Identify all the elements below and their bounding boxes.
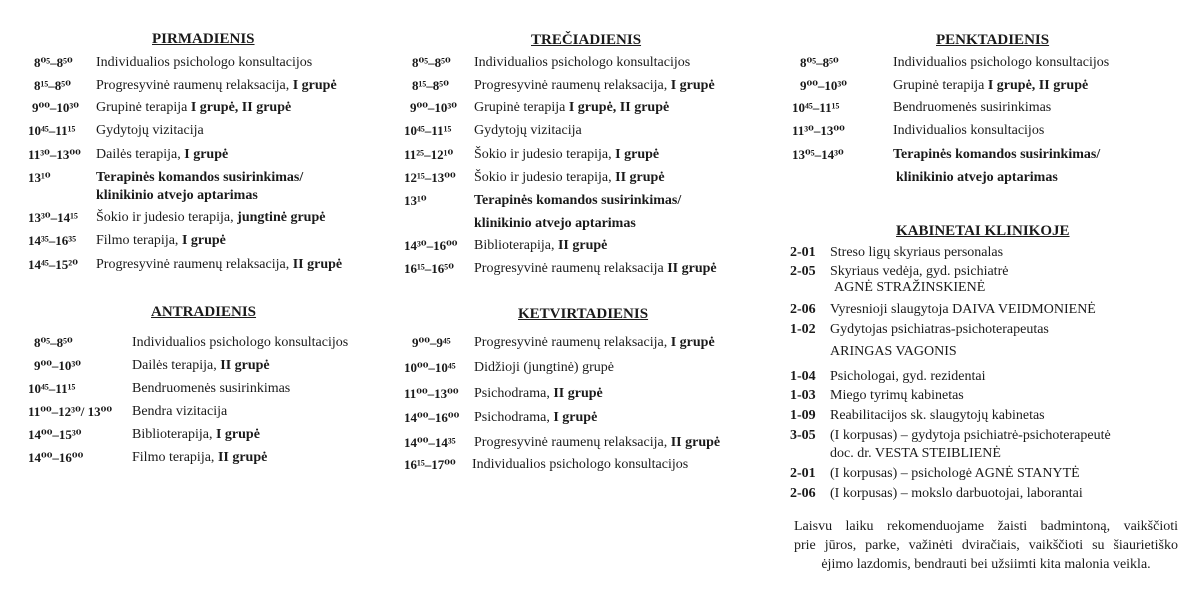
- schedule-row: [28, 233, 388, 255]
- activity: Terapinės komandos susirinkimas/: [893, 147, 1101, 162]
- time: 12¹⁵–13⁰⁰: [404, 170, 456, 185]
- time: 8⁰⁵–8⁵⁰: [34, 55, 73, 70]
- time: 16¹⁵–17⁰⁰: [404, 457, 456, 472]
- time: 14³⁰–16⁰⁰: [404, 238, 458, 253]
- time: 9⁰⁰–10³⁰: [32, 100, 79, 115]
- time: 8⁰⁵–8⁵⁰: [34, 335, 73, 350]
- time: 8⁰⁵–8⁵⁰: [800, 55, 839, 70]
- room-description: doc. dr. VESTA STEIBLIENĖ: [830, 446, 1001, 461]
- activity: Individualios psichologo konsultacijos: [132, 335, 349, 350]
- time: 16¹⁵–16⁵⁰: [404, 261, 454, 276]
- schedule-row: [404, 386, 774, 408]
- room-number: 1-09: [790, 408, 816, 423]
- thursday-title: KETVIRTADIENIS: [518, 306, 649, 322]
- activity: Bendruomenės susirinkimas: [893, 100, 1052, 115]
- activity: Individualios psichologo konsultacijos: [472, 457, 689, 472]
- time: 14⁴⁵–15²⁰: [28, 257, 78, 272]
- schedule-row: [28, 404, 388, 426]
- schedule-row: [404, 78, 774, 100]
- schedule-row: [792, 55, 1172, 77]
- time: 14⁰⁰–16⁰⁰: [404, 410, 460, 425]
- time: 8¹⁵–8⁵⁰: [412, 78, 449, 93]
- activity: Grupinė terapija I grupė, II grupė: [96, 100, 292, 115]
- schedule-row: [404, 147, 774, 169]
- activity: Šokio ir judesio terapija, jungtinė grupė: [96, 210, 326, 225]
- room-number: 1-02: [790, 322, 816, 337]
- activity: Dailės terapija, I grupė: [96, 147, 229, 162]
- time: 14⁰⁰–14³⁵: [404, 435, 456, 450]
- schedule-row: [28, 100, 388, 122]
- schedule-row: [404, 238, 774, 260]
- time: 14³⁵–16³⁵: [28, 233, 77, 248]
- activity: klinikinio atvejo aptarimas: [896, 170, 1058, 185]
- time: 11³⁰–13⁰⁰: [792, 123, 845, 138]
- schedule-row: [28, 358, 388, 380]
- schedule-row: [404, 360, 774, 382]
- activity: Biblioterapija, II grupė: [474, 238, 608, 253]
- time: 9⁰⁰–10³⁰: [410, 100, 457, 115]
- time: 13¹⁰: [28, 170, 51, 185]
- room-number: 2-01: [790, 466, 816, 481]
- room-number: 2-06: [790, 302, 816, 317]
- room-description: Skyriaus vedėja, gyd. psichiatrė: [830, 264, 1009, 279]
- monday-title: PIRMADIENIS: [152, 31, 255, 47]
- time: 8⁰⁵–8⁵⁰: [412, 55, 451, 70]
- schedule-row: [792, 170, 1172, 192]
- activity: Individualios psichologo konsultacijos: [474, 55, 691, 70]
- time: 10⁴⁵–11¹⁵: [404, 123, 452, 138]
- activity: Bendruomenės susirinkimas: [132, 381, 291, 396]
- time: 11³⁰–13⁰⁰: [28, 147, 81, 162]
- schedule-row: [404, 170, 774, 192]
- time: 13⁰⁵–14³⁰: [792, 147, 844, 162]
- schedule-row: [404, 123, 774, 145]
- note-line: ėjimo lazdomis, bendrauti bei užsiimti kita malonia veikla.: [821, 557, 1151, 572]
- activity: Filmo terapija, II grupė: [132, 450, 268, 465]
- schedule-row: [28, 188, 388, 210]
- schedule-row: [404, 457, 774, 479]
- room-description: Miego tyrimų kabinetas: [830, 388, 964, 403]
- activity: Bendra vizitacija: [132, 404, 228, 419]
- activity: Gydytojų vizitacija: [474, 123, 582, 138]
- room-number: 1-03: [790, 388, 816, 403]
- schedule-row: [792, 147, 1172, 169]
- friday-title: PENKTADIENIS: [936, 32, 1050, 48]
- schedule-row: [792, 78, 1172, 100]
- activity: Individualios psichologo konsultacijos: [96, 55, 313, 70]
- time: 9⁰⁰–10³⁰: [34, 358, 81, 373]
- room-number: 2-01: [790, 245, 816, 260]
- schedule-row: [28, 210, 388, 232]
- activity: Progresyvinė raumenų relaksacija, II grupė: [96, 257, 343, 272]
- note-line: Laisvu laiku rekomenduojame žaisti badmintoną, vaikščioti: [794, 519, 1178, 534]
- schedule-row: [28, 335, 388, 357]
- time: 14⁰⁰–15³⁰: [28, 427, 82, 442]
- schedule-row: [28, 381, 388, 403]
- room-description: Reabilitacijos sk. slaugytojų kabinetas: [830, 408, 1045, 423]
- time: 9⁰⁰–10³⁰: [800, 78, 847, 93]
- schedule-row: [404, 216, 774, 238]
- schedule-row: [404, 335, 774, 357]
- rooms-title: KABINETAI KLINIKOJE: [896, 223, 1070, 239]
- activity: Progresyvinė raumenų relaksacija, I grupė: [474, 78, 715, 93]
- schedule-row: [28, 78, 388, 100]
- room-description: Psichologai, gyd. rezidentai: [830, 369, 986, 384]
- activity: Filmo terapija, I grupė: [96, 233, 226, 248]
- activity: Biblioterapija, I grupė: [132, 427, 260, 442]
- activity: Individualios konsultacijos: [893, 123, 1045, 138]
- time: 11⁰⁰–12³⁰/ 13⁰⁰: [28, 404, 113, 419]
- schedule-row: [28, 450, 388, 472]
- time: 10⁴⁵–11¹⁵: [28, 381, 76, 396]
- activity: Šokio ir judesio terapija, II grupė: [474, 170, 665, 185]
- activity: Psichodrama, I grupė: [474, 410, 598, 425]
- activity: Didžioji (jungtinė) grupė: [474, 360, 614, 375]
- room-description: Gydytojas psichiatras-psichoterapeutas: [830, 322, 1049, 337]
- time: 10⁴⁵–11¹⁵: [792, 100, 840, 115]
- activity: Progresyvinė raumenų relaksacija II grupė: [474, 261, 717, 276]
- activity: Individualios psichologo konsultacijos: [893, 55, 1110, 70]
- activity: Dailės terapija, II grupė: [132, 358, 270, 373]
- time: 10⁴⁵–11¹⁵: [28, 123, 76, 138]
- schedule-row: [792, 100, 1172, 122]
- time: 9⁰⁰–9⁴⁵: [412, 335, 451, 350]
- activity: Terapinės komandos susirinkimas/: [96, 170, 304, 185]
- time: 13¹⁰: [404, 193, 427, 208]
- wednesday-title: TREČIADIENIS: [531, 32, 642, 48]
- room-description: Vyresnioji slaugytoja DAIVA VEIDMONIENĖ: [830, 302, 1096, 317]
- schedule-row: [404, 410, 774, 432]
- schedule-row: [792, 123, 1172, 145]
- schedule-row: [404, 435, 774, 457]
- note-line: prie jūros, parke, važinėti dviračiais, vaikščioti su šiaurietiško: [794, 538, 1178, 553]
- activity: Šokio ir judesio terapija, I grupė: [474, 147, 660, 162]
- leisure-note: [794, 517, 1178, 574]
- room-number: 2-05: [790, 264, 816, 279]
- activity: Progresyvinė raumenų relaksacija, I grupė: [474, 335, 715, 350]
- activity: klinikinio atvejo aptarimas: [96, 188, 258, 203]
- time: 11²⁵–12¹⁰: [404, 147, 454, 162]
- time: 11⁰⁰–13⁰⁰: [404, 386, 459, 401]
- activity: Psichodrama, II grupė: [474, 386, 603, 401]
- tuesday-title: ANTRADIENIS: [151, 304, 257, 320]
- room-number: 2-06: [790, 486, 816, 501]
- room-number: 3-05: [790, 428, 816, 443]
- activity: Grupinė terapija I grupė, II grupė: [474, 100, 670, 115]
- schedule-row: [404, 261, 774, 283]
- activity: klinikinio atvejo aptarimas: [474, 216, 636, 231]
- schedule-row: [28, 257, 388, 279]
- room-description: Streso ligų skyriaus personalas: [830, 245, 1004, 260]
- activity: Progresyvinė raumenų relaksacija, I grupė: [96, 78, 337, 93]
- activity: Grupinė terapija I grupė, II grupė: [893, 78, 1089, 93]
- room-description: (I korpusas) – psichologė AGNĖ STANYTĖ: [830, 466, 1080, 481]
- schedule-row: [404, 100, 774, 122]
- time: 10⁰⁰–10⁴⁵: [404, 360, 456, 375]
- activity: Progresyvinė raumenų relaksacija, II grupė: [474, 435, 721, 450]
- schedule-row: [28, 427, 388, 449]
- schedule-row: [28, 147, 388, 169]
- room-description: ARINGAS VAGONIS: [830, 344, 957, 359]
- room-description: (I korpusas) – gydytoja psichiatrė-psichoterapeutė: [830, 428, 1111, 443]
- activity: Gydytojų vizitacija: [96, 123, 204, 138]
- time: 13³⁰–14¹⁵: [28, 210, 78, 225]
- schedule-row: [404, 193, 774, 215]
- time: 14⁰⁰–16⁰⁰: [28, 450, 84, 465]
- activity: Terapinės komandos susirinkimas/: [474, 193, 682, 208]
- room-number: 1-04: [790, 369, 816, 384]
- schedule-row: [404, 55, 774, 77]
- time: 8¹⁵–8⁵⁰: [34, 78, 71, 93]
- schedule-row: [28, 123, 388, 145]
- room-description: AGNĖ STRAŽINSKIENĖ: [834, 280, 986, 295]
- room-description: (I korpusas) – mokslo darbuotojai, laborantai: [830, 486, 1083, 501]
- schedule-row: [28, 55, 388, 77]
